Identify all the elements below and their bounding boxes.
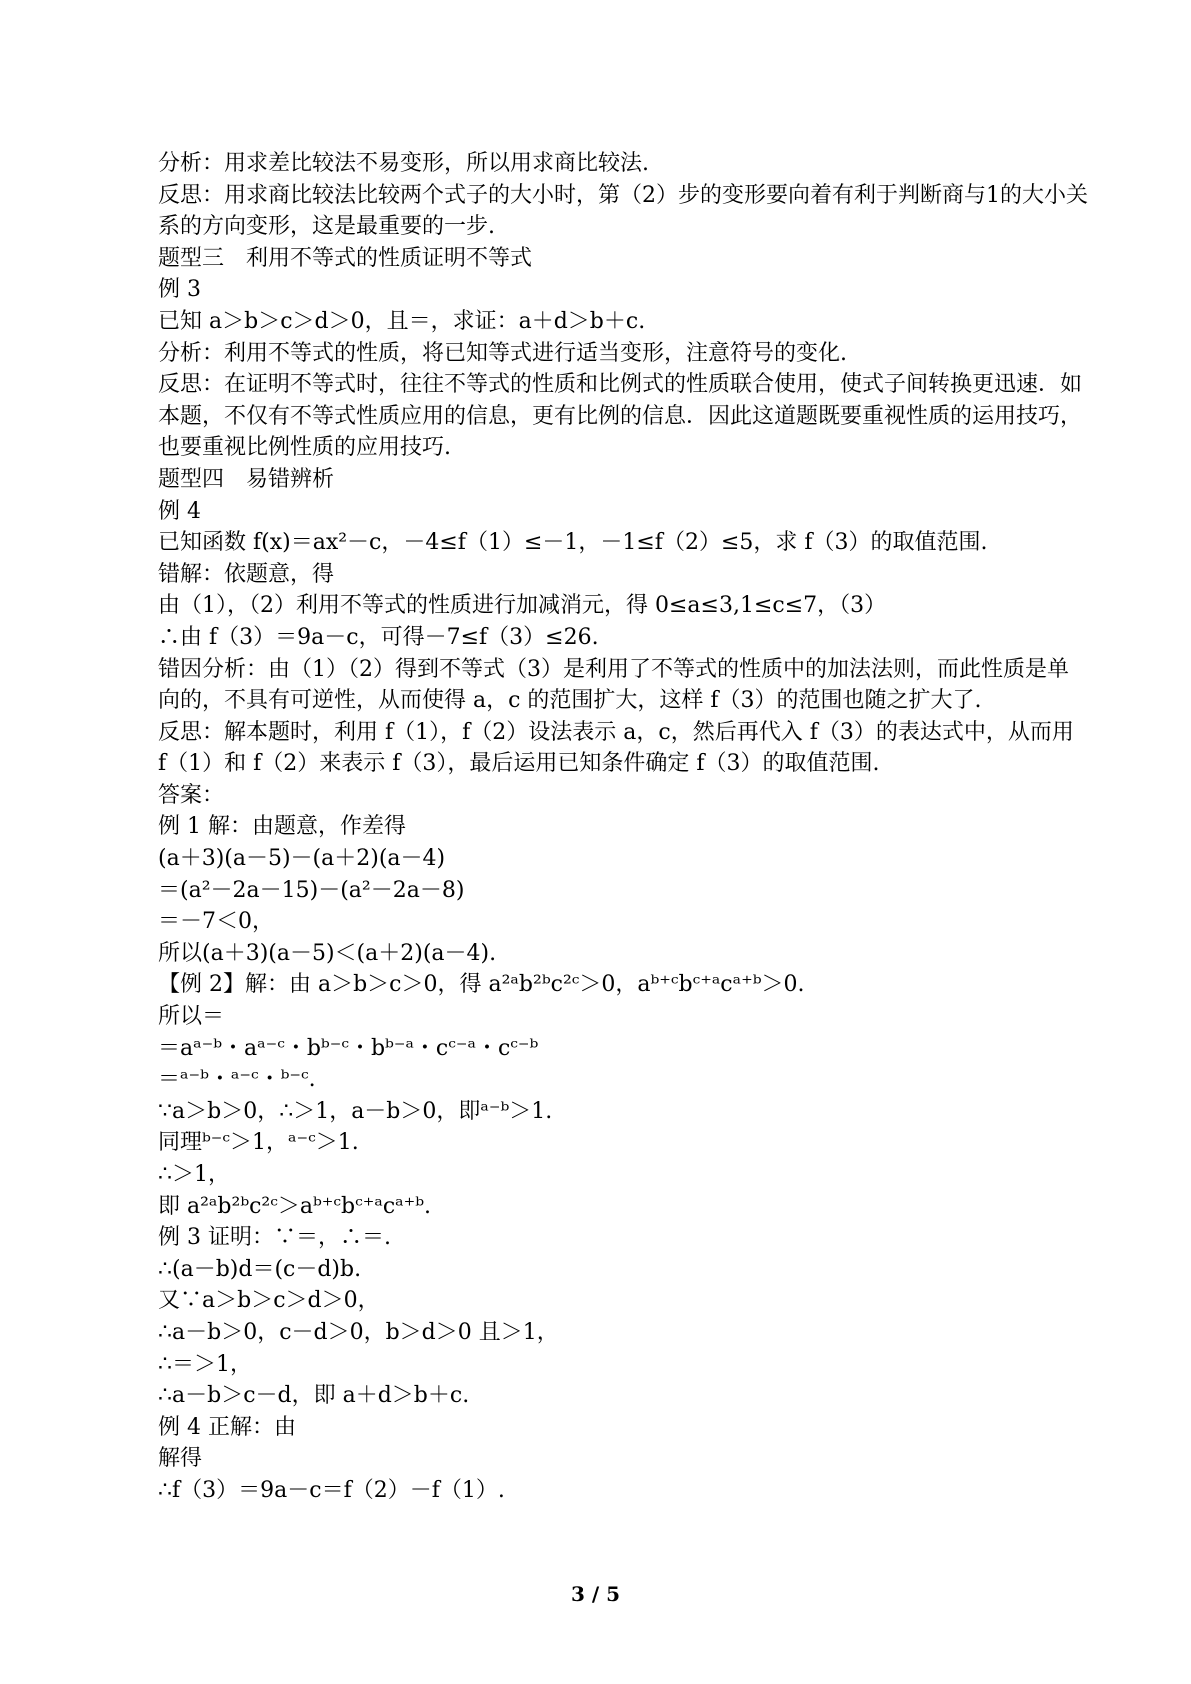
problem-statement: 已知 a＞b＞c＞d＞0，且＝，求证：a＋d＞b＋c. [158, 308, 646, 334]
document-body [158, 148, 1088, 1507]
reflection-paragraph: 反思：用求商比较法比较两个式子的大小时，第（2）步的变形要向着有利于判断商与1的大小关系的方向变形，这是最重要的一步. [158, 182, 1088, 240]
solution-line: 例 3 证明：∵＝，∴＝. [158, 1225, 391, 1251]
equation-line: 同理ᵇ⁻ᶜ＞1，ᵃ⁻ᶜ＞1. [158, 1130, 359, 1156]
equation-line: ∴＝＞1， [158, 1351, 252, 1377]
equation-line: ∴a－b＞0，c－d＞0，b＞d＞0 且＞1， [158, 1319, 559, 1345]
equation-line: (a＋3)(a－5)－(a＋2)(a－4) [158, 846, 446, 872]
wrong-solution-line: 由（1），（2）利用不等式的性质进行加减消元，得 0≤a≤3,1≤c≤7，（3） [158, 593, 887, 619]
section-heading: 题型四 易错辨析 [158, 466, 335, 492]
solution-line: 【例 2】解：由 a＞b＞c＞0，得 a²ᵃb²ᵇc²ᶜ＞0，aᵇ⁺ᶜbᶜ⁺ᵃcᵃ⁺ᵇ＞0. [158, 972, 805, 998]
equation-line: ∴＞1， [158, 1162, 230, 1187]
reflection-paragraph: 反思：在证明不等式时，往往不等式的性质和比例式的性质联合使用，使式子间转换更迅速．如本题，不仅有不等式性质应用的信息，更有比例的信息．因此这道题既要重视性质的运用技巧，也要重视比例性质的应用技巧. [158, 372, 1083, 461]
answer-heading: 答案： [158, 782, 225, 808]
wrong-solution-line: 错解：依题意，得 [158, 561, 335, 587]
reflection-paragraph: 反思：解本题时，利用 f（1），f（2）设法表示 a，c，然后再代入 f（3）的表达式中，从而用 f（1）和 f（2）来表示 f（3），最后运用已知条件确定 f（3）的取值范围. [158, 719, 1074, 777]
solution-line: 例 1 解：由题意，作差得 [158, 814, 406, 840]
page-number: 3 / 5 [570, 1582, 621, 1606]
analysis-line: 分析：用求差比较法不易变形，所以用求商比较法. [158, 151, 649, 176]
equation-line: ∴a－b＞c－d，即 a＋d＞b＋c. [158, 1383, 470, 1409]
equation-line: ∴(a－b)d＝(c－d)b. [158, 1256, 362, 1282]
wrong-solution-line: ∴由 f（3）＝9a－c，可得－7≤f（3）≤26. [158, 624, 599, 650]
solution-line: 例 4 正解：由 [158, 1414, 296, 1440]
equation-line: 又∵a＞b＞c＞d＞0， [158, 1288, 380, 1314]
equation-line: ＝(a²－2a－15)－(a²－2a－8) [158, 877, 465, 903]
equation-line: ∴f（3）＝9a－c＝f（2）－f（1）. [158, 1477, 505, 1503]
example-label: 例 4 [158, 498, 201, 524]
equation-line: ＝aᵃ⁻ᵇ・aᵃ⁻ᶜ・bᵇ⁻ᶜ・bᵇ⁻ᵃ・cᶜ⁻ᵃ・cᶜ⁻ᵇ [158, 1035, 539, 1061]
problem-statement: 已知函数 f(x)＝ax²－c，－4≤f（1）≤－1，－1≤f（2）≤5，求 f（3）的取值范围. [158, 530, 988, 556]
error-analysis-paragraph: 错因分析：由（1）（2）得到不等式（3）是利用了不等式的性质中的加法法则，而此性质是单向的，不具有可逆性，从而使得 a，c 的范围扩大，这样 f（3）的范围也随之扩大了. [158, 656, 1069, 714]
equation-line: 即 a²ᵃb²ᵇc²ᶜ＞aᵇ⁺ᶜbᶜ⁺ᵃcᵃ⁺ᵇ. [158, 1193, 432, 1219]
equation-line: 解得 [158, 1446, 203, 1472]
equation-line: ∵a＞b＞0，∴＞1，a－b＞0，即ᵃ⁻ᵇ＞1. [158, 1098, 553, 1124]
equation-line: 所以(a＋3)(a－5)＜(a＋2)(a－4). [158, 940, 497, 966]
analysis-line: 分析：利用不等式的性质，将已知等式进行适当变形，注意符号的变化. [158, 340, 847, 366]
equation-line: ＝－7＜0， [158, 909, 274, 935]
equation-line: 所以＝ [158, 1004, 225, 1030]
example-label: 例 3 [158, 277, 201, 303]
section-heading: 题型三 利用不等式的性质证明不等式 [158, 245, 533, 271]
equation-line: ＝ᵃ⁻ᵇ・ᵃ⁻ᶜ・ᵇ⁻ᶜ. [158, 1067, 316, 1093]
